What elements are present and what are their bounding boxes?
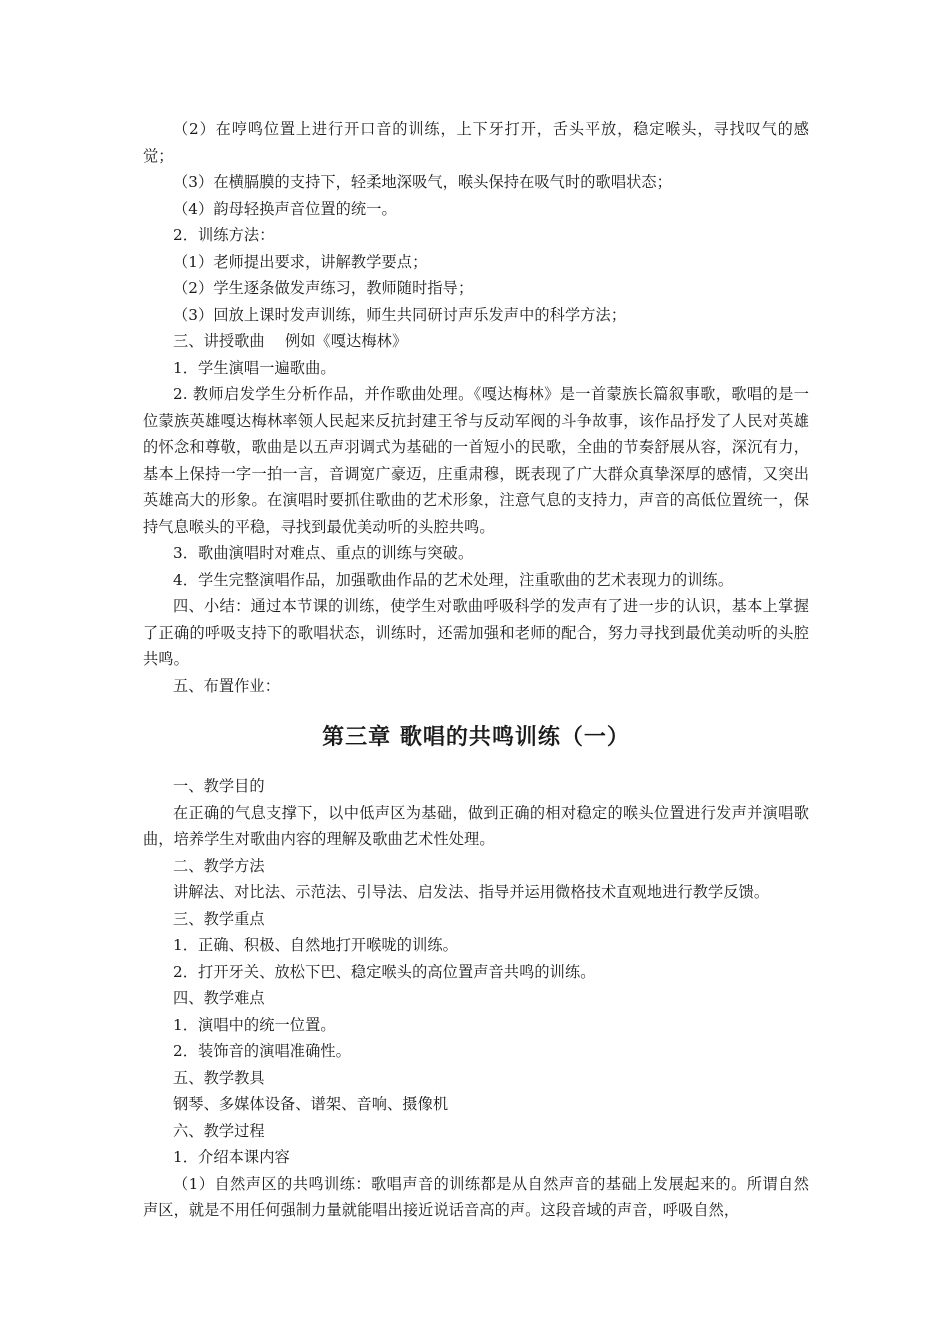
paragraph: （3）回放上课时发声训练，师生共同研讨声乐发声中的科学方法； [173,305,627,324]
section-lesson-process [143,116,809,699]
section-chapter-three [143,773,809,1224]
paragraph: 五、教学教具 [173,1068,265,1087]
paragraph: 讲解法、对比法、示范法、引导法、启发法、指导并运用微格技术直观地进行教学反馈。 [173,883,770,901]
document-body [143,116,809,1224]
paragraph: （3）在横膈膜的支持下，轻柔地深吸气，喉头保持在吸气时的歌唱状态； [173,173,672,191]
chapter-title: 第三章 歌唱的共鸣训练（一） [322,725,630,750]
paragraph: （2）在哼鸣位置上进行开口音的训练，上下牙打开，舌头平放，稳定喉头，寻找叹气的感觉； [143,120,809,165]
paragraph: 2．打开牙关、放松下巴、稳定喉头的高位置声音共鸣的训练。 [173,962,596,981]
paragraph: （1）老师提出要求，讲解教学要点； [173,252,428,271]
paragraph: 三、讲授歌曲 例如《嘎达梅林》 [173,332,408,350]
paragraph: 三、教学重点 [173,909,265,928]
paragraph: 一、教学目的 [173,777,265,795]
paragraph: 钢琴、多媒体设备、谱架、音响、摄像机 [173,1095,449,1113]
paragraph: 2. 教师启发学生分析作品，并作歌曲处理。《嘎达梅林》是一首蒙族长篇叙事歌，歌唱的是一位蒙族英雄嘎达梅林率领人民起来反抗封建王爷与反动军阀的斗争故事，该作品抒发了人民对英雄的怀念和尊敬，歌曲是以五声羽调式为基础的一首短小的民歌，全曲的节奏舒展从容，深沉有力，基本上保持一字一拍一言，音调宽广豪迈，庄重肃穆，既表现了广大群众真挚深厚的感情，又突出英雄高大的形象。在演唱时要抓住歌曲的艺术形象，注意气息的支持力，声音的高低位置统一，保持气息喉头的平稳，寻找到最优美动听的头腔共鸣。 [143,385,809,536]
paragraph: 四、小结：通过本节课的训练，使学生对歌曲呼吸科学的发声有了进一步的认识，基本上掌握了正确的呼吸支持下的歌唱状态，训练时，还需加强和老师的配合，努力寻找到最优美动听的头腔共鸣。 [143,597,809,668]
paragraph: （1）自然声区的共鸣训练：歌唱声音的训练都是从自然声音的基础上发展起来的。所谓自然声区，就是不用任何强制力量就能唱出接近说话音高的声。这段音域的声音，呼吸自然， [143,1174,809,1219]
paragraph: 1．学生演唱一遍歌曲。 [173,358,336,377]
paragraph: 1．正确、积极、自然地打开喉咙的训练。 [173,936,458,954]
paragraph: 1．介绍本课内容 [173,1148,290,1166]
paragraph: 四、教学难点 [173,989,265,1007]
paragraph: 二、教学方法 [173,856,265,875]
paragraph: 五、布置作业： [173,676,281,695]
paragraph: 在正确的气息支撑下，以中低声区为基础，做到正确的相对稳定的喉头位置进行发声并演唱歌曲，培养学生对歌曲内容的理解及歌曲艺术性处理。 [143,803,809,848]
paragraph: 2．装饰音的演唱准确性。 [173,1042,351,1060]
paragraph: 4．学生完整演唱作品，加强歌曲作品的艺术处理，注重歌曲的艺术表现力的训练。 [173,570,734,589]
paragraph: 2．训练方法： [173,226,275,244]
paragraph: 3．歌曲演唱时对难点、重点的训练与突破。 [173,544,474,562]
paragraph: （2）学生逐条做发声练习，教师随时指导； [173,279,474,297]
paragraph: （4）韵母轻换声音位置的统一。 [173,199,397,218]
paragraph: 六、教学过程 [173,1121,265,1140]
paragraph: 1．演唱中的统一位置。 [173,1015,336,1034]
